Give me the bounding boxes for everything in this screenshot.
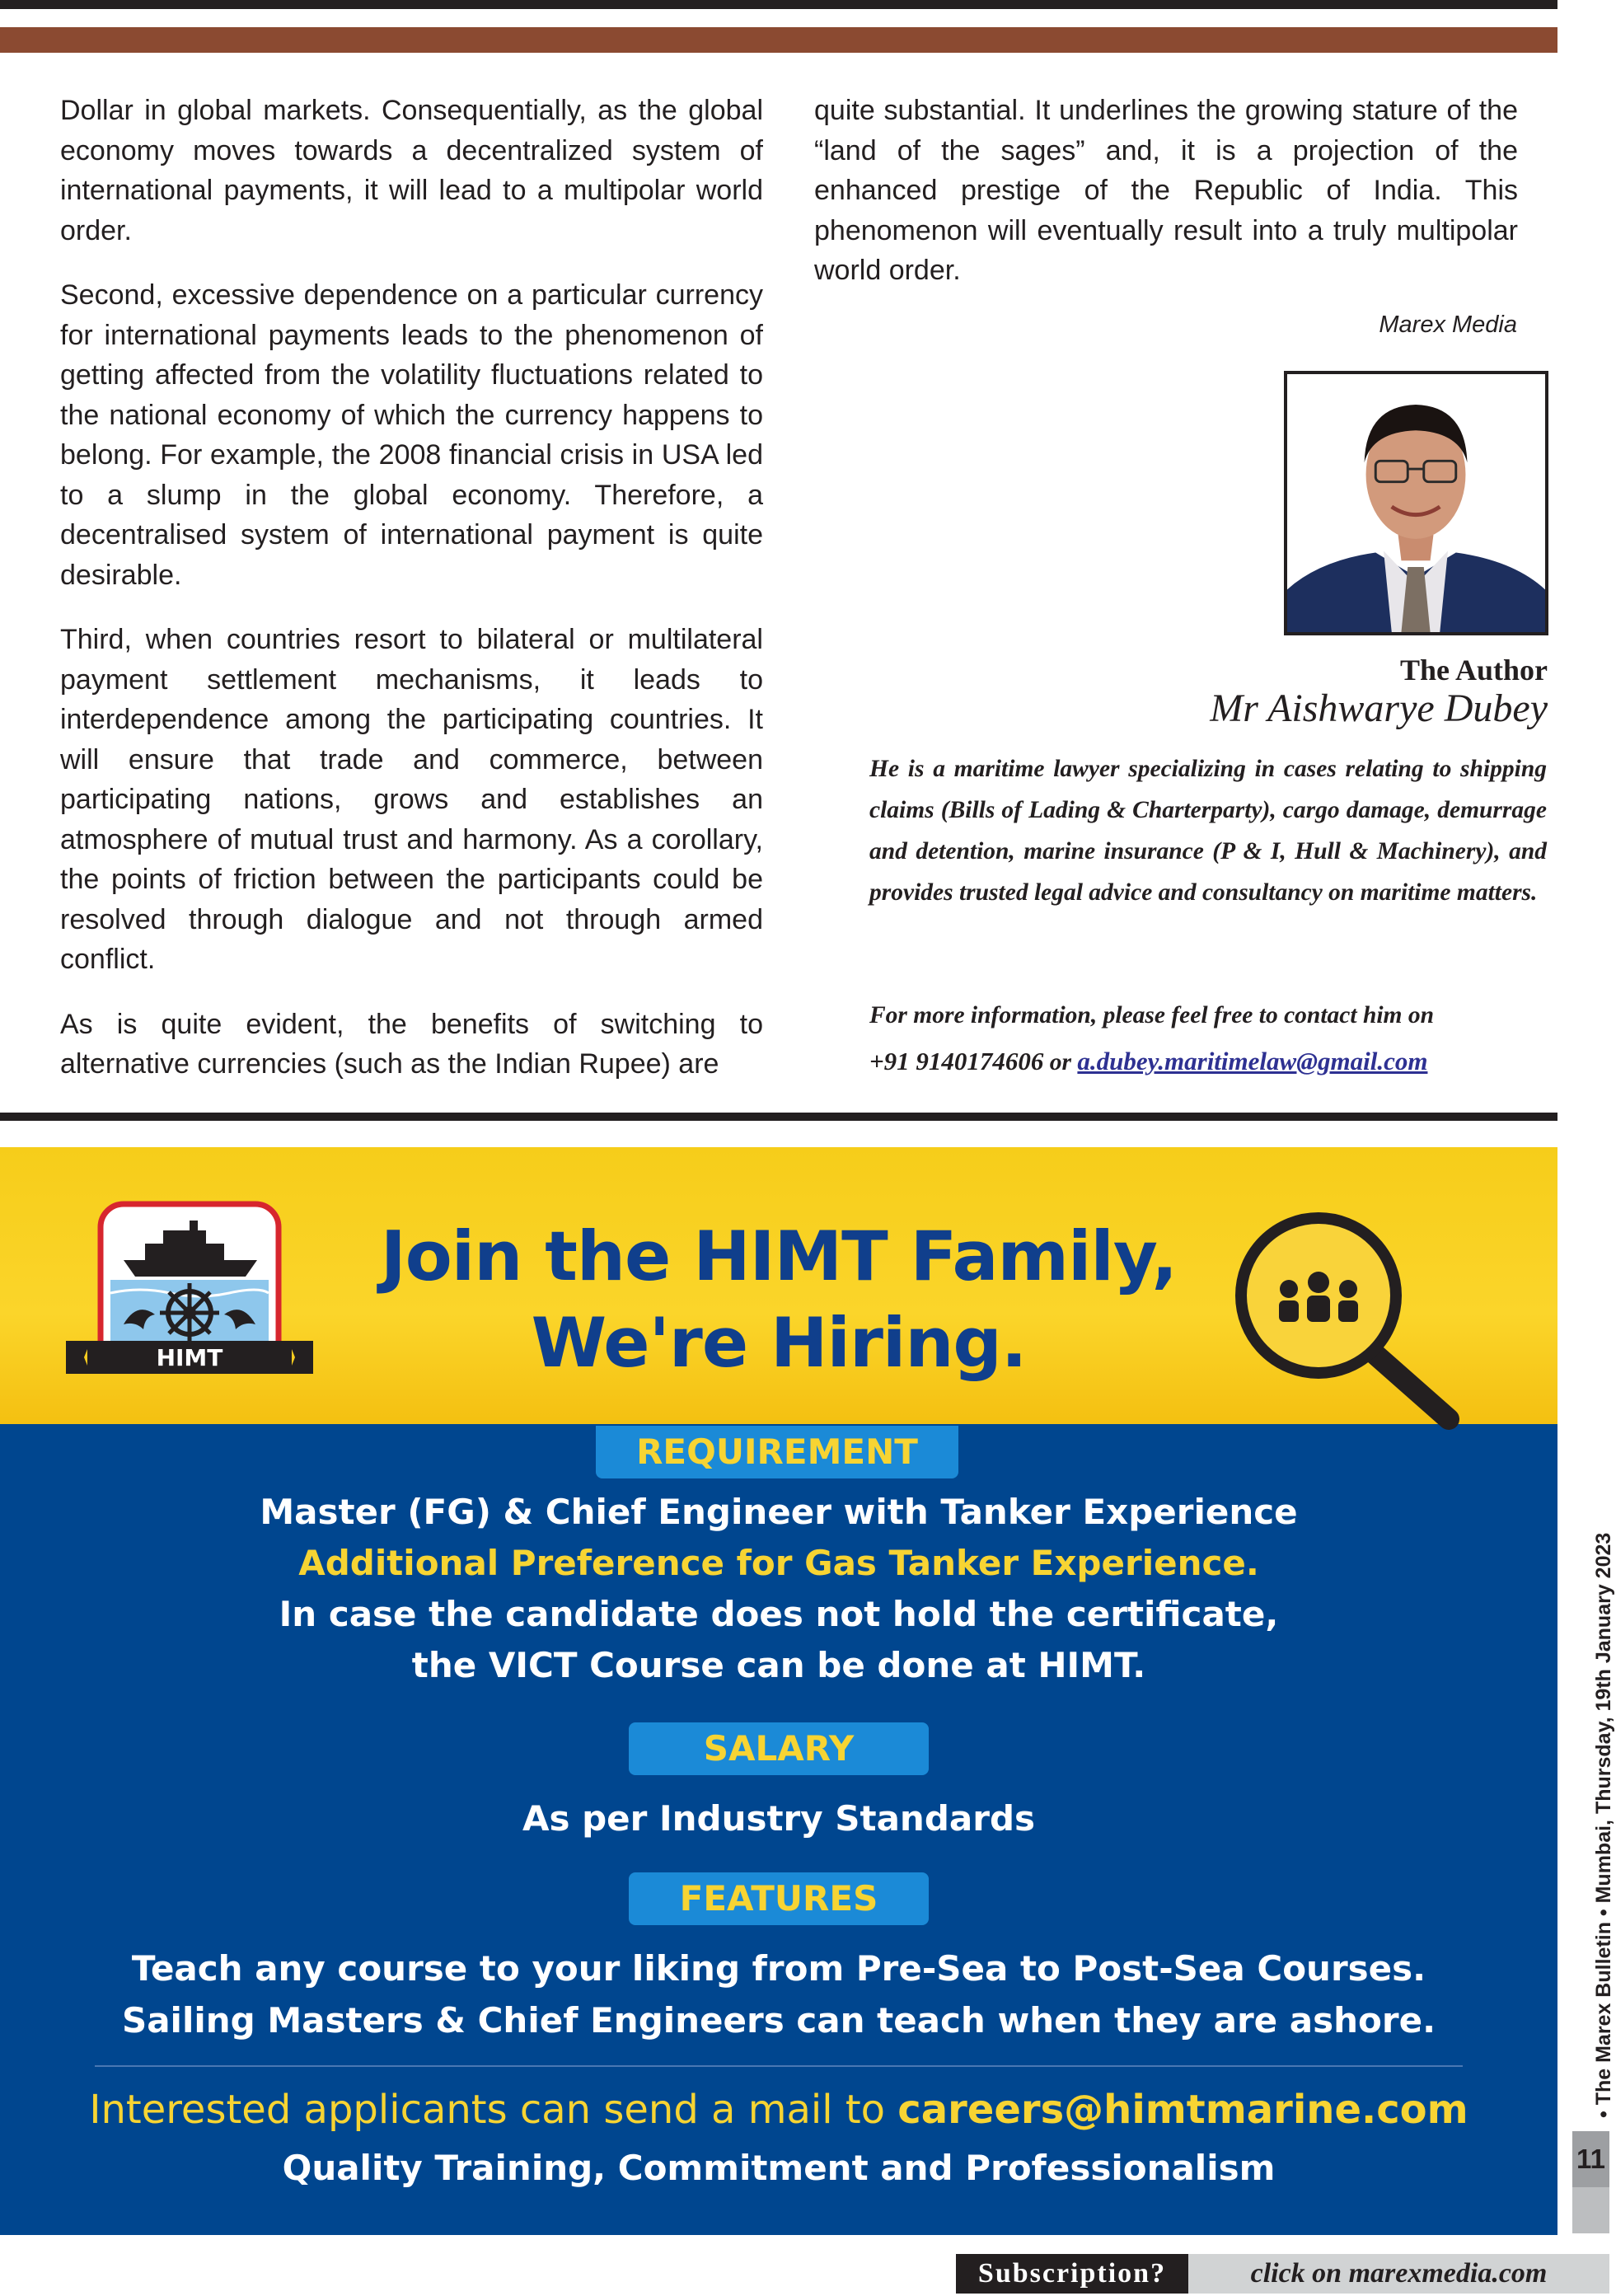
section-divider (0, 1113, 1557, 1121)
article-paragraph: Second, excessive dependence on a particular currency for international payments leads to the phenomenon of getting affected from the volatility fluctuations related to the national economy of which the currency happens to belong. For example, the 2008 financial crisis in USA led to a slump in the global economy. Therefore, a decentralised system of international payment is quite desirable. (60, 279, 763, 591)
advert-call-to-action (0, 2087, 1557, 2133)
author-contact (869, 993, 1562, 1085)
headline-line-2: We're Hiring. (531, 1303, 1027, 1383)
side-grey-tab (1572, 2187, 1609, 2233)
himt-logo-text: HIMT (156, 1344, 223, 1371)
article-paragraph: Third, when countries resort to bilateral or multilateral payment settlement mechanisms, it leads to interdependence among the participating countries. It will ensure that trade and commerce, between participating nations, grows and establishes an atmosphere of mutual trust and harmony. As a corollary, the points of friction between the participants could be resolved through dialogue and not through armed conflict. (60, 624, 763, 975)
himt-logo (66, 1201, 313, 1378)
running-head-text: • The Marex Bulletin • Mumbai, Thursday, 19th January 2023 (1592, 1532, 1615, 2118)
ship-hull-icon (124, 1260, 257, 1277)
features-label: FEATURES (629, 1872, 929, 1925)
top-rule-brown (0, 27, 1557, 53)
author-email-link[interactable]: a.dubey.maritimelaw@gmail.com (1077, 1047, 1428, 1075)
magnifier-people-icon (1228, 1213, 1467, 1431)
author-portrait-image (1287, 374, 1545, 632)
contact-or: or (1049, 1049, 1072, 1075)
subscription-label: Subscription? (956, 2254, 1188, 2294)
salary-label: SALARY (629, 1722, 929, 1775)
requirement-label: REQUIREMENT (596, 1426, 958, 1478)
author-photo (1284, 371, 1548, 635)
requirement-line: In case the candidate does not hold the certificate, (279, 1594, 1279, 1634)
author-label: The Author (1399, 654, 1548, 686)
advert-divider (95, 2065, 1463, 2067)
article-right-column (814, 91, 1518, 291)
author-bio: He is a maritime lawyer specializing in cases relating to shipping claims (Bills of Lading & Charterparty), cargo damage, demurrage and detention, marine insurance (P & I, Hull & Machinery), and provides trusted legal advice and consultancy on maritime matters. (869, 756, 1547, 906)
article-paragraph: Dollar in global markets. Consequentially, as the global economy moves towards a decentralized system of international payments, it will lead to a multipolar world order. (60, 95, 763, 246)
requirement-line: Additional Preference for Gas Tanker Experience. (298, 1543, 1259, 1583)
author-name: Mr Aishwarye Dubey (1210, 686, 1548, 730)
careers-email-link[interactable]: careers@himtmarine.com (897, 2087, 1468, 2133)
byline: Marex Media (1379, 312, 1517, 338)
article-paragraph: quite substantial. It underlines the growing stature of the “land of the sages” and, it is a projection of the enhanced prestige of the Republic of India. This phenomenon will eventually result into a truly multipolar world order. (814, 95, 1518, 286)
author-phone: +91 9140174606 (869, 1047, 1044, 1075)
subscription-link[interactable]: click on marexmedia.com (1188, 2254, 1609, 2294)
page-number: 11 (1572, 2131, 1609, 2187)
contact-intro: For more information, please feel free to contact him on (869, 1002, 1435, 1029)
top-rule-black (0, 0, 1557, 9)
himt-hiring-advert (0, 1147, 1557, 2235)
salary-text: As per Industry Standards (522, 1798, 1036, 1839)
headline-line-1: Join the HIMT Family, (380, 1216, 1178, 1296)
advert-headline (330, 1213, 1228, 1386)
requirement-line: the VICT Course can be done at HIMT. (411, 1645, 1146, 1685)
features-line: Teach any course to your liking from Pre-Sea to Post-Sea Courses. (131, 1948, 1426, 1989)
article-paragraph: As is quite evident, the benefits of switching to alternative currencies (such as the Indian Rupee) are (60, 1008, 763, 1080)
advert-tagline: Quality Training, Commitment and Professionalism (282, 2148, 1276, 2188)
cta-text: Interested applicants can send a mail to (89, 2087, 886, 2133)
article-left-column (60, 91, 763, 1085)
features-line: Sailing Masters & Chief Engineers can teach when they are ashore. (121, 2000, 1436, 2041)
requirement-line: Master (FG) & Chief Engineer with Tanker Experience (260, 1492, 1298, 1532)
